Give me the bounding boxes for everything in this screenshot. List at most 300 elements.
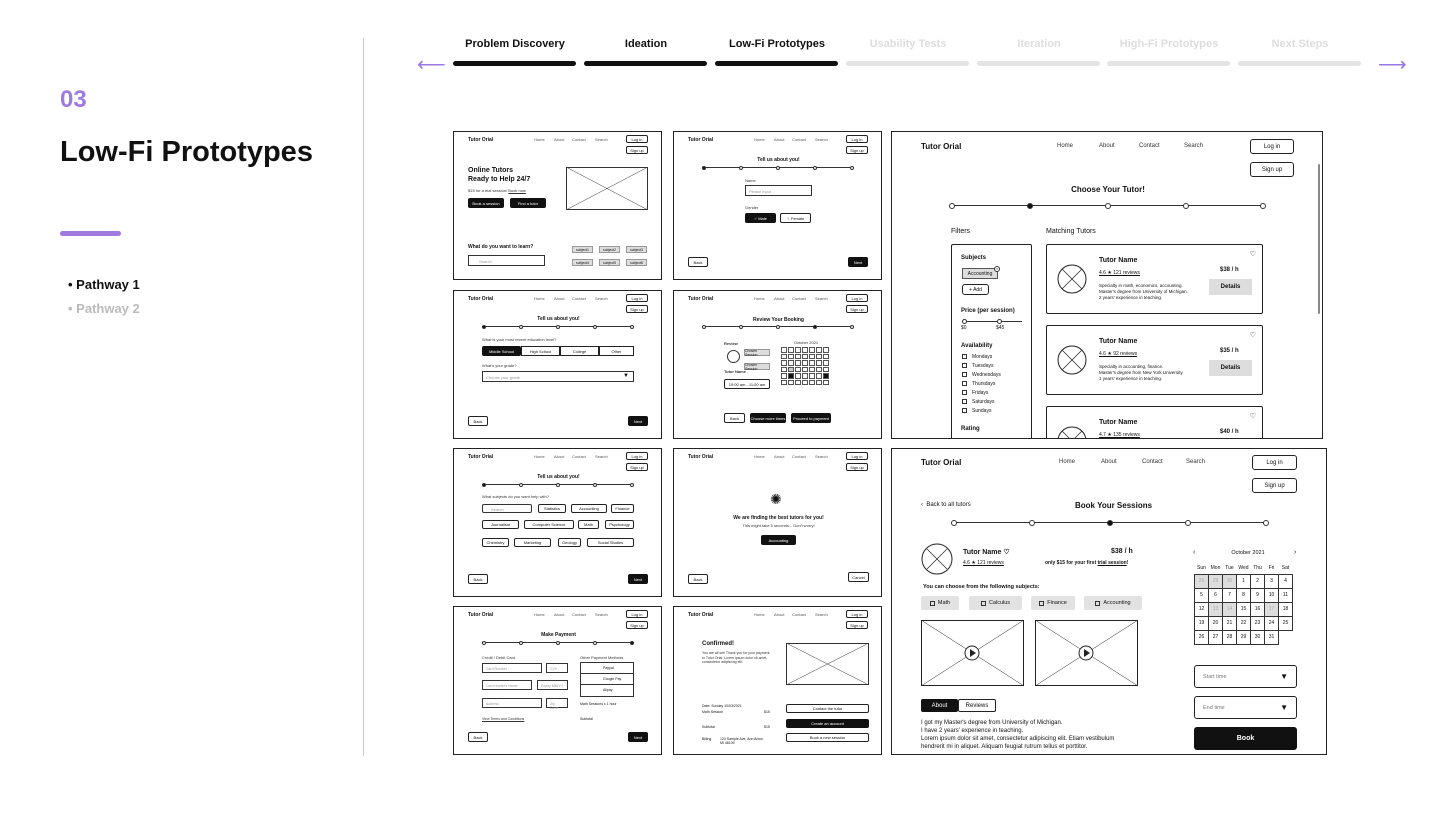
login-button[interactable]: Log in	[846, 610, 868, 618]
calendar-day[interactable]	[1279, 630, 1293, 644]
subtotal-label: Subtotal	[580, 717, 593, 721]
login-button[interactable]: Log in	[846, 452, 868, 460]
nav-search[interactable]: Search	[815, 296, 828, 301]
subject-chip[interactable]: Journalism	[482, 520, 519, 529]
calendar-day[interactable]	[788, 347, 794, 353]
signup-button[interactable]: Sign up	[626, 305, 648, 313]
nav-contact[interactable]: Contact	[792, 454, 806, 459]
calendar-day[interactable]	[809, 354, 815, 360]
progress-line	[702, 167, 854, 168]
login-button[interactable]: Log in	[846, 135, 868, 143]
grade-select[interactable]: Choose your grade ▼	[482, 371, 634, 382]
nav-about[interactable]: About	[554, 454, 565, 459]
back-button[interactable]: Back	[468, 732, 488, 742]
calendar-day[interactable]: 25	[1279, 616, 1293, 630]
video-thumbnail[interactable]	[921, 620, 1024, 686]
avatar	[1057, 426, 1087, 439]
video-thumbnail[interactable]	[1035, 620, 1138, 686]
day-checkbox[interactable]: Mondays	[962, 354, 992, 360]
nav-contact[interactable]: Contact	[792, 612, 806, 617]
confirmed-body: You are all set! Thank you for your payment to Tutor Orial. Lorem ipsum dolor sit amet, consectetur adipiscing elit.	[702, 651, 770, 664]
subject-tag[interactable]: subject4	[572, 259, 593, 266]
signup-button[interactable]: Sign up	[626, 621, 648, 629]
calendar-day[interactable]: 11	[1279, 588, 1293, 602]
nav-about[interactable]: About	[554, 612, 565, 617]
calendar-day[interactable]	[823, 367, 829, 373]
calendar-day[interactable]	[816, 380, 822, 386]
time-slot[interactable]: 10:00 am - 11:00 am	[724, 379, 770, 389]
math-session-line: Math Session	[702, 710, 724, 714]
subject-chip[interactable]: Computer Science	[524, 520, 574, 529]
details-button[interactable]: Details	[1209, 360, 1252, 376]
nav-about[interactable]: About	[774, 296, 785, 301]
tutor-price: $38 / h	[1220, 267, 1239, 273]
nav-home[interactable]: Home	[754, 137, 765, 142]
calendar-day[interactable]: 29	[1209, 574, 1223, 588]
tutor-reviews[interactable]: 4.6 ★ 92 reviews	[1099, 351, 1138, 357]
day-checkbox[interactable]: Saturdays	[962, 399, 995, 405]
calendar-day[interactable]: 2	[1251, 574, 1265, 588]
next-button[interactable]: Next	[848, 257, 868, 267]
weekday-label: Tue	[1225, 564, 1234, 571]
back-button[interactable]: Back	[688, 574, 708, 584]
step-tab[interactable]: Low-Fi Prototypes	[729, 38, 825, 50]
subject-tag[interactable]: subject2	[599, 246, 620, 253]
tab-reviews[interactable]: Reviews	[958, 699, 996, 712]
tutor-name: Tutor Name	[1099, 338, 1138, 345]
calendar[interactable]	[1194, 562, 1293, 645]
calendar-day[interactable]	[816, 354, 822, 360]
prototype-payment	[453, 606, 662, 755]
calendar-day[interactable]	[781, 367, 787, 373]
prototype-finding-tutors	[673, 448, 882, 597]
calendar-day[interactable]: 8	[1237, 588, 1251, 602]
search-input[interactable]: Search	[468, 255, 545, 266]
nav-search[interactable]: Search	[815, 137, 828, 142]
nav-search[interactable]: Search	[1186, 459, 1206, 465]
nav-search[interactable]: Search	[815, 454, 828, 459]
nav-about[interactable]: About	[554, 296, 565, 301]
method-google-pay[interactable]: Google Pay	[581, 674, 633, 685]
calendar-day[interactable]: 21	[1223, 616, 1237, 630]
calendar-day[interactable]	[809, 367, 815, 373]
calendar-day[interactable]: 30	[1223, 574, 1237, 588]
avatar	[921, 543, 953, 575]
nav-contact[interactable]: Contact	[572, 454, 586, 459]
step-tab[interactable]: Iteration	[1017, 38, 1061, 50]
logo: Tutor Orial	[468, 296, 494, 302]
step-progress-bar	[1238, 61, 1361, 66]
subtotal-label: Subtotal	[702, 725, 715, 729]
chosen-session[interactable]: Chosen Session	[744, 349, 770, 356]
slider-handle-min[interactable]	[962, 319, 967, 324]
calendar-day[interactable]	[809, 380, 815, 386]
calendar-day[interactable]	[823, 373, 829, 379]
heart-icon[interactable]: ♡	[1249, 413, 1256, 420]
nav-contact[interactable]: Contact	[1139, 143, 1160, 149]
option-other[interactable]: Other	[599, 346, 634, 356]
price-min: $0	[961, 325, 967, 331]
calendar-day[interactable]: 9	[1251, 588, 1265, 602]
calendar-day[interactable]	[809, 373, 815, 379]
nav-home[interactable]: Home	[754, 612, 765, 617]
calendar-day[interactable]: 31	[1265, 630, 1279, 644]
subject-chip[interactable]: Marketing	[514, 538, 551, 547]
subject-tag[interactable]: subject3	[626, 246, 647, 253]
find-tutor-button[interactable]: Find a tutor	[510, 198, 546, 208]
about-text: I got my Master's degree from University of Michigan. I have 2 years' experience in teaching. Lorem ipsum dolor sit amet, consectetur adipiscing elit. Etiam vestibulum hendrerit mi in aliquet. Aliquam feugiat rutrum tellus et porttitor.	[921, 720, 1115, 750]
nav-home[interactable]: Home	[754, 296, 765, 301]
logo: Tutor Orial	[921, 142, 962, 151]
step-progress-bar	[715, 61, 838, 66]
logo: Tutor Orial	[688, 296, 714, 302]
weekday-label: Sun	[1197, 564, 1206, 571]
calendar-day[interactable]: 17	[1265, 602, 1279, 616]
calendar-day[interactable]: 10	[1265, 588, 1279, 602]
calendar-day[interactable]	[823, 380, 829, 386]
calendar-day[interactable]: 19	[1195, 616, 1209, 630]
progress-line	[954, 522, 1266, 523]
cvv-input[interactable]: CVV	[546, 663, 568, 673]
chevron-right-icon[interactable]: ›	[1294, 549, 1297, 556]
book-button[interactable]: Book	[1194, 727, 1297, 750]
nav-home[interactable]: Home	[534, 454, 545, 459]
calendar-day[interactable]	[795, 367, 801, 373]
finding-subtext: This might take 5 seconds... Don't worry!	[742, 523, 815, 528]
logo: Tutor Orial	[921, 458, 962, 467]
mini-calendar[interactable]	[781, 347, 831, 385]
book-new-session-button[interactable]: Book a new session	[786, 733, 869, 742]
prototype-about-name	[673, 131, 882, 280]
day-checkbox[interactable]: Fridays	[962, 390, 988, 396]
start-time-select[interactable]: Start time ▼	[1194, 665, 1297, 688]
calendar-day[interactable]: 23	[1251, 616, 1265, 630]
calendar-day[interactable]: 14	[1223, 602, 1237, 616]
nav-about[interactable]: About	[774, 612, 785, 617]
subject-chip[interactable]: Accounting	[571, 504, 607, 513]
tutor-desc: Specialty in accounting, finance.	[1099, 364, 1164, 369]
calendar-day[interactable]	[823, 354, 829, 360]
calendar-day[interactable]	[802, 354, 808, 360]
accounting-chip[interactable]: Accounting	[962, 268, 998, 279]
login-button[interactable]: Log in	[1252, 455, 1297, 470]
subject-chip[interactable]: Finance	[611, 504, 634, 513]
calendar-day[interactable]	[788, 360, 794, 366]
calendar-day[interactable]	[802, 380, 808, 386]
back-button[interactable]: Back	[468, 416, 488, 426]
login-button[interactable]: Log in	[846, 294, 868, 302]
calendar-day[interactable]: 27	[1209, 630, 1223, 644]
back-button[interactable]: Back	[724, 413, 745, 423]
matching-heading: Matching Tutors	[1046, 228, 1096, 235]
calendar-day[interactable]	[788, 373, 794, 379]
tutor-reviews[interactable]: 4.6 ★ 121 reviews	[963, 560, 1004, 566]
nav-search[interactable]: Search	[595, 454, 608, 459]
signup-button[interactable]: Sign up	[846, 463, 868, 471]
tutor-card[interactable]	[1046, 406, 1263, 439]
calendar-day[interactable]	[795, 373, 801, 379]
calendar-day[interactable]: 3	[1265, 574, 1279, 588]
address-input[interactable]: Address	[482, 698, 542, 708]
nav-contact[interactable]: Contact	[572, 137, 586, 142]
calendar-day[interactable]: 18	[1279, 602, 1293, 616]
subject-search-input[interactable]: Search	[482, 504, 532, 513]
tutor-reviews[interactable]: 4.6 ★ 121 reviews	[1099, 270, 1140, 276]
calendar-day[interactable]	[802, 360, 808, 366]
logo: Tutor Orial	[468, 612, 494, 618]
nav-contact[interactable]: Contact	[572, 612, 586, 617]
calendar-day[interactable]: 15	[1237, 602, 1251, 616]
calendar-day[interactable]: 29	[1237, 630, 1251, 644]
progress-line	[702, 326, 854, 327]
login-button[interactable]: Log in	[626, 135, 648, 143]
signup-button[interactable]: Sign up	[626, 146, 648, 154]
add-subject-button[interactable]: + Add	[962, 284, 989, 295]
tutor-desc: 1 years' experience in teaching.	[1099, 376, 1163, 381]
calendar-day[interactable]: 1	[1237, 574, 1251, 588]
prototype-about-education	[453, 290, 662, 439]
review-label: Review	[724, 341, 738, 346]
subject-chip[interactable]: Social Studies	[587, 538, 634, 547]
image-placeholder	[566, 167, 648, 210]
subject-chip[interactable]: Psychology	[605, 520, 634, 529]
calendar-day[interactable]	[781, 360, 787, 366]
calendar-day[interactable]: 24	[1265, 616, 1279, 630]
day-checkbox[interactable]: Wednesdays	[962, 372, 1001, 378]
pathway-1[interactable]: • Pathway 1	[68, 277, 140, 292]
step-tab[interactable]: Next Steps	[1271, 38, 1329, 50]
male-button[interactable]: ♂ Male	[745, 213, 776, 223]
next-button[interactable]: Next	[628, 732, 648, 742]
step-tab[interactable]: Ideation	[624, 38, 668, 50]
terms-link[interactable]: View Terms and Conditions	[482, 717, 525, 721]
subject-tag[interactable]: subject1	[572, 246, 593, 253]
back-to-tutors-link[interactable]: ‹ Back to all tutors	[921, 502, 971, 508]
login-button[interactable]: Log in	[626, 294, 648, 302]
tutor-name: Tutor Name	[724, 369, 746, 374]
calendar-day[interactable]	[816, 373, 822, 379]
signup-button[interactable]: Sign up	[846, 305, 868, 313]
nav-about[interactable]: About	[554, 137, 565, 142]
next-button[interactable]: Next	[628, 574, 648, 584]
close-icon[interactable]: ×	[995, 266, 999, 271]
calendar-day[interactable]: 6	[1209, 588, 1223, 602]
calendar-day[interactable]	[781, 354, 787, 360]
heart-icon[interactable]: ♡	[1249, 332, 1256, 339]
signup-button[interactable]: Sign up	[846, 621, 868, 629]
calendar-day[interactable]: 13	[1209, 602, 1223, 616]
weekday-label: Wed	[1238, 564, 1249, 571]
nav-home[interactable]: Home	[1059, 459, 1076, 465]
calendar-day[interactable]	[788, 380, 794, 386]
pathway-2[interactable]: • Pathway 2	[68, 301, 140, 316]
payment-title: Make Payment	[541, 632, 576, 638]
calendar-day[interactable]	[781, 347, 787, 353]
subject-chip[interactable]: Statistics	[538, 504, 566, 513]
nav-about[interactable]: About	[774, 454, 785, 459]
cancel-button[interactable]: Cancel	[848, 572, 869, 582]
step-progress-bar	[1107, 61, 1230, 66]
nav-about[interactable]: About	[1101, 459, 1117, 465]
calendar-day[interactable]	[802, 347, 808, 353]
filter-rating-label: Rating	[961, 426, 980, 432]
login-button[interactable]: Log in	[626, 610, 648, 618]
method-alipay[interactable]: Alipay	[603, 688, 613, 692]
back-button[interactable]: Back	[688, 257, 708, 267]
heart-icon[interactable]: ♡	[1249, 251, 1256, 258]
accent-bar	[60, 231, 121, 236]
calendar-day[interactable]	[781, 380, 787, 386]
prototype-review-booking	[673, 290, 882, 439]
subject-option[interactable]: Calculus	[969, 596, 1022, 610]
subject-option[interactable]: Finance	[1031, 596, 1075, 610]
calendar-day[interactable]: 12	[1195, 602, 1209, 616]
chevron-left-icon[interactable]: ‹	[1193, 549, 1196, 556]
arrow-right-icon[interactable]: ⟶	[1378, 54, 1407, 76]
nav-contact[interactable]: Contact	[792, 137, 806, 142]
calendar-day[interactable]: 4	[1279, 574, 1293, 588]
method-paypal[interactable]: Paypal	[581, 663, 633, 674]
calendar-day[interactable]	[802, 367, 808, 373]
contact-tutor-button[interactable]: Contact the tutor	[786, 704, 869, 713]
tutor-price: $40 / h	[1220, 429, 1239, 435]
zip-input[interactable]: Zip Code	[546, 698, 568, 708]
calendar-day[interactable]: 28	[1223, 630, 1237, 644]
accounting-button[interactable]: Accounting	[761, 535, 796, 545]
chosen-session[interactable]: Chosen Session	[744, 363, 770, 370]
calendar-day[interactable]	[788, 354, 794, 360]
next-button[interactable]: Next	[628, 416, 648, 426]
chevron-down-icon: ▼	[1280, 703, 1288, 712]
avatar	[1057, 264, 1087, 294]
calendar-day[interactable]: 20	[1209, 616, 1223, 630]
arrow-left-icon[interactable]: ⟵	[417, 54, 446, 76]
create-account-button[interactable]: Create an account	[786, 719, 869, 728]
calendar-day[interactable]: 30	[1251, 630, 1265, 644]
calendar-day[interactable]: 7	[1223, 588, 1237, 602]
end-time-select[interactable]: End time ▼	[1194, 696, 1297, 719]
nav-search[interactable]: Search	[595, 137, 608, 142]
subject-tag[interactable]: subject5	[599, 259, 620, 266]
choose-more-button[interactable]: Choose more times	[750, 413, 786, 423]
calendar-day[interactable]	[788, 367, 794, 373]
calendar-day[interactable]	[795, 360, 801, 366]
option-high-school[interactable]: High School	[521, 346, 560, 356]
nav-home[interactable]: Home	[534, 296, 545, 301]
calendar-day[interactable]	[809, 360, 815, 366]
nav-home[interactable]: Home	[534, 137, 545, 142]
nav-about[interactable]: About	[774, 137, 785, 142]
calendar-day[interactable]	[802, 373, 808, 379]
progress-line	[482, 326, 634, 327]
option-college[interactable]: College	[560, 346, 599, 356]
subject-chip[interactable]: Math	[578, 520, 599, 529]
calendar-day[interactable]	[816, 367, 822, 373]
card-number-input[interactable]: Card Number	[482, 663, 542, 673]
signup-button[interactable]: Sign up	[1252, 478, 1297, 493]
tab-about[interactable]: About	[921, 699, 958, 712]
female-button[interactable]: ♀ Female	[780, 213, 811, 223]
step-tab[interactable]: Usability Tests	[869, 38, 947, 50]
subject-option[interactable]: Math	[921, 596, 959, 610]
subject-tag[interactable]: subject6	[626, 259, 647, 266]
step-tab[interactable]: Problem Discovery	[465, 38, 565, 50]
calendar-day[interactable]	[795, 347, 801, 353]
calendar-day[interactable]	[781, 373, 787, 379]
proceed-button[interactable]: Proceed to payment	[791, 413, 831, 423]
nav-search[interactable]: Search	[595, 296, 608, 301]
subject-chip[interactable]: Geology	[558, 538, 581, 547]
finding-heading: We are finding the best tutors for you!	[733, 515, 824, 521]
payment-methods[interactable]	[580, 662, 634, 697]
calendar-day[interactable]	[823, 360, 829, 366]
slider-handle-max[interactable]	[997, 319, 1002, 324]
nav-search[interactable]: Search	[815, 612, 828, 617]
nav-search[interactable]: Search	[595, 612, 608, 617]
calendar-day[interactable]	[795, 380, 801, 386]
calendar-day[interactable]	[795, 354, 801, 360]
day-checkbox[interactable]: Sundays	[962, 408, 991, 414]
tutor-name: Tutor Name	[1099, 419, 1138, 426]
details-button[interactable]: Details	[1209, 279, 1252, 295]
nav-search[interactable]: Search	[1184, 143, 1204, 149]
trial-promo: only $15 for your first trial session!	[1045, 560, 1129, 566]
book-session-button[interactable]: Book a session	[468, 198, 504, 208]
signup-button[interactable]: Sign up	[626, 463, 648, 471]
avatar	[727, 350, 740, 363]
tutor-card[interactable]	[1046, 325, 1263, 395]
nav-home[interactable]: Home	[1057, 143, 1074, 149]
day-checkbox[interactable]: Thursdays	[962, 381, 995, 387]
nav-home[interactable]: Home	[754, 454, 765, 459]
tutor-card[interactable]	[1046, 244, 1263, 314]
nav-contact[interactable]: Contact	[572, 296, 586, 301]
filters-panel	[951, 244, 1032, 439]
price-slider[interactable]	[962, 321, 1022, 322]
name-input[interactable]: Please input	[745, 185, 812, 196]
calendar-day[interactable]: 16	[1251, 602, 1265, 616]
card-label: Credit / Debit Card	[482, 655, 516, 660]
subject-chip[interactable]: Chemistry	[482, 538, 509, 547]
calendar-day[interactable]	[816, 360, 822, 366]
calendar-day[interactable]: 26	[1195, 630, 1209, 644]
subject-option[interactable]: Accounting	[1084, 596, 1142, 610]
nav-about[interactable]: About	[1099, 143, 1115, 149]
login-button[interactable]: Log in	[1250, 139, 1294, 154]
login-button[interactable]: Log in	[626, 452, 648, 460]
calendar-day[interactable]	[809, 347, 815, 353]
calendar-day[interactable]	[816, 347, 822, 353]
nav-contact[interactable]: Contact	[1142, 459, 1163, 465]
back-button[interactable]: Back	[468, 574, 488, 584]
signup-button[interactable]: Sign up	[1250, 162, 1294, 177]
tutor-name: Tutor Name	[1099, 257, 1138, 264]
calendar-day[interactable]: 26	[1195, 574, 1209, 588]
step-tab[interactable]: High-Fi Prototypes	[1119, 38, 1219, 50]
signup-button[interactable]: Sign up	[846, 146, 868, 154]
option-middle-school[interactable]: Middle School	[482, 346, 521, 356]
nav-contact[interactable]: Contact	[792, 296, 806, 301]
nav-home[interactable]: Home	[534, 612, 545, 617]
expiry-input[interactable]: Expiry MM/YY	[537, 680, 568, 690]
scrollbar[interactable]	[1318, 164, 1320, 314]
calendar-day[interactable]: 5	[1195, 588, 1209, 602]
tutor-reviews[interactable]: 4.7 ★ 135 reviews	[1099, 432, 1140, 438]
card-holder-input[interactable]: Card Holder's Name	[482, 680, 532, 690]
calendar-day[interactable]	[823, 347, 829, 353]
calendar-day[interactable]: 22	[1237, 616, 1251, 630]
day-checkbox[interactable]: Tuesdays	[962, 363, 994, 369]
